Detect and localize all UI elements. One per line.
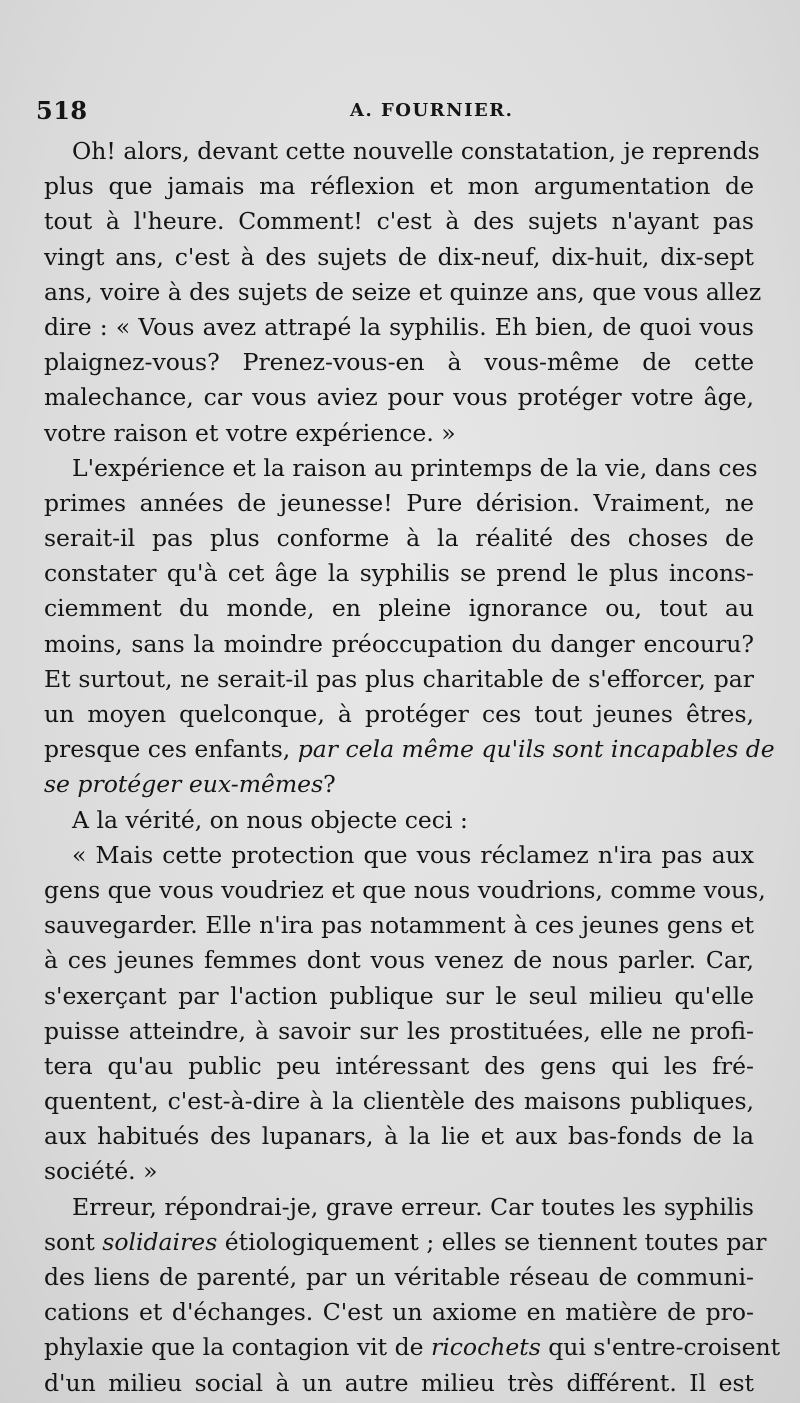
line-text-after: étiologiquement ; elles se tiennent toutes par [217,1227,767,1256]
line-text-after: ? [323,770,336,799]
line-text: cations et d'échanges. C'est un axiome en matière de pro- [44,1298,754,1327]
line-text: d'un milieu social à un autre milieu très différent. Il est [44,1368,754,1397]
text-line [44,1330,781,1365]
line-text-after: qui s'entre-croisent [540,1333,781,1362]
line-text: tout à l'heure. Comment! c'est à des sujets n'ayant pas [44,207,754,236]
italic-text: solidaires [102,1227,218,1256]
page-number: 518 [36,96,88,125]
text-line [44,310,754,345]
line-text: à ces jeunes femmes dont vous venez de nous parler. Car, [44,946,754,975]
text-line [44,943,754,978]
line-text: constater qu'à cet âge la syphilis se prend le plus incons- [44,559,754,588]
text-line [44,1225,767,1260]
line-text: ciemment du monde, en pleine ignorance ou, tout au [44,594,754,623]
line-text: vingt ans, c'est à des sujets de dix-neuf, dix-huit, dix-sept [44,242,754,271]
italic-text: par cela même qu'ils sont incapables de [297,735,775,764]
line-text: moins, sans la moindre préoccupation du danger encouru? [44,629,754,658]
italic-text: ricochets [431,1333,541,1362]
text-line [44,1049,754,1084]
text-line [44,1295,754,1330]
line-text: Erreur, répondrai-je, grave erreur. Car toutes les syphilis [72,1192,754,1221]
line-text: Et surtout, ne serait-il pas plus charitable de s'efforcer, par [44,664,754,693]
line-text: L'expérience et la raison au printemps de la vie, dans ces [72,453,758,482]
line-text: des liens de parenté, par un véritable réseau de communi- [44,1263,754,1291]
text-line [44,1119,754,1154]
text-line [44,486,754,521]
line-text: gens que vous voudriez et que nous voudrions, comme vous, [44,875,766,904]
text-line [44,380,754,415]
italic-text: se protéger eux-mêmes [44,770,324,799]
text-line [44,1190,754,1225]
text-line [44,838,754,873]
text-line [44,662,754,697]
running-head [36,96,760,124]
line-text: quentent, c'est-à-dire à la clientèle des maisons publiques, [44,1087,754,1116]
text-line [44,873,766,908]
running-title: A. FOURNIER. [350,100,514,121]
line-text: tera qu'au public peu intéressant des gens qui les fré- [44,1051,754,1080]
text-line [44,416,754,451]
line-text: « Mais cette protection que vous réclamez n'ira pas aux [72,840,754,869]
line-text: plus que jamais ma réflexion et mon argumentation de [44,172,754,201]
line-text: société. » [44,1157,158,1186]
text-line [44,1084,754,1119]
line-text: presque ces enfants, [44,735,298,764]
text-line [44,591,754,626]
line-text: phylaxie que la contagion vit de [44,1333,432,1362]
text-line [44,1014,754,1049]
text-line [44,1154,754,1189]
line-text: ans, voire à des sujets de seize et quinze ans, que vous allez [44,277,762,306]
text-line [44,908,754,943]
body-text [44,134,781,1401]
line-text: aux habitués des lupanars, à la lie et aux bas-fonds de la [44,1122,754,1151]
text-line [44,451,758,486]
text-line [44,697,754,732]
line-text: malechance, car vous aviez pour vous protéger votre âge, [44,383,754,412]
text-line [44,1366,754,1401]
text-line [44,556,754,591]
text-line [44,345,754,380]
text-line [44,767,754,802]
text-line [44,521,754,556]
line-text: sauvegarder. Elle n'ira pas notamment à ces jeunes gens et [44,911,754,940]
text-line [44,1260,754,1295]
line-text: primes années de jeunesse! Pure dérision. Vraiment, ne [44,488,754,517]
line-text: A la vérité, on nous objecte ceci : [72,805,468,834]
line-text: votre raison et votre expérience. » [44,418,456,447]
line-text: dire : « Vous avez attrapé la syphilis. Eh bien, de quoi vous [44,312,754,341]
text-line [44,134,760,169]
text-line [44,169,754,204]
line-text: plaignez-vous? Prenez-vous-en à vous-même de cette [44,348,754,377]
text-line [44,275,762,310]
line-text: sont [44,1227,103,1256]
line-text: un moyen quelconque, à protéger ces tout jeunes êtres, [44,700,754,728]
text-line [44,803,754,838]
line-text: s'exerçant par l'action publique sur le seul milieu qu'elle [44,981,754,1010]
text-line [44,732,775,767]
line-text: Oh! alors, devant cette nouvelle constatation, je reprends [72,137,760,165]
text-line [44,627,754,662]
text-line [44,204,754,239]
text-line [44,240,754,275]
line-text: puisse atteindre, à savoir sur les prostituées, elle ne profi- [44,1016,754,1045]
text-line [44,979,754,1014]
line-text: serait-il pas plus conforme à la réalité des choses de [44,524,754,553]
